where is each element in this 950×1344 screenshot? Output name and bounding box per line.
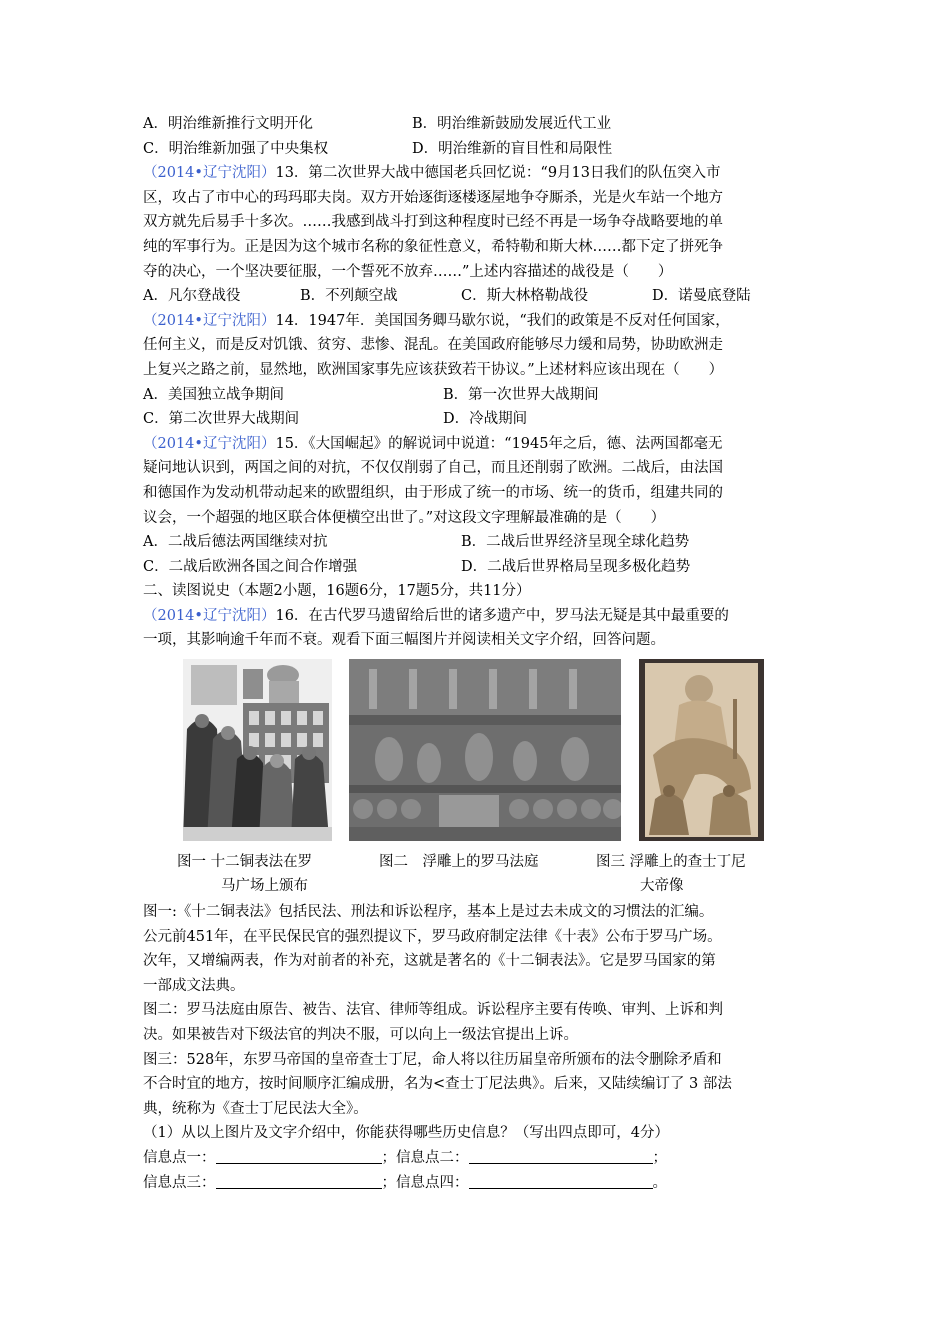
q15-line-2: 疑问地认识到，两国之间的对抗，不仅仅削弱了自己，而且还削弱了欧洲。二战后，由法国 <box>143 460 723 477</box>
q16-line-2: 一项，其影响逾千年而不衰。观看下面三幅图片并阅读相关文字介绍，回答问题。 <box>143 632 665 649</box>
q12-options-row2 <box>143 137 813 162</box>
q16-source: （2014•辽宁沈阳） <box>143 607 276 624</box>
description-line-2: 公元前451年，在平民保民官的强烈提议下，罗马政府制定法律《十表》公布于罗马广场。 <box>143 928 722 945</box>
info-points-row2 <box>143 1171 813 1196</box>
q13-line-3: 双方就先后易手十多次。……我感到战斗打到这种程度时已经不再是一场争夺战略要地的单 <box>143 214 723 231</box>
figure-3-ivory-relief <box>639 659 764 841</box>
info-point-1-blank[interactable] <box>216 1148 382 1164</box>
q12-option-b: B．明治维新鼓励发展近代工业 <box>412 116 612 132</box>
q14-line-3: 上复兴之路之前，显然地，欧洲国家事先应该获致若干协议。”上述材料应该出现在（ ） <box>143 361 724 378</box>
description-line-5: 图二：罗马法庭由原告、被告、法官、律师等组成。诉讼程序主要有传唤、审判、上诉和判 <box>143 1002 723 1019</box>
q12-option-d: D．明治维新的盲目性和局限性 <box>412 140 613 157</box>
description-line-3: 次年，又增编两表，作为对前者的补充，这就是著名的《十二铜表法》。它是罗马国家的第 <box>143 953 716 970</box>
figure-1-caption-line-2: 马广场上颁布 <box>221 878 308 895</box>
q14-text: 14．1947年．美国国务卿马歇尔说，“我们的政策是不反对任何国家， <box>275 312 730 329</box>
figure-3-caption-line-2: 大帝像 <box>640 878 684 895</box>
q15-source: （2014•辽宁沈阳） <box>143 435 276 452</box>
info-point-2-label: ；信息点二： <box>381 1150 469 1166</box>
info-point-3-blank[interactable] <box>216 1173 382 1189</box>
figure-2-relief <box>349 659 621 841</box>
description-line-1: 图一:《十二铜表法》包括民法、刑法和诉讼程序，基本上是过去未成文的习惯法的汇编。 <box>143 904 714 921</box>
exam-page <box>143 112 813 1195</box>
figure-3-caption <box>596 850 746 898</box>
info-point-3-label: 信息点三： <box>143 1174 216 1191</box>
description-line-8: 不合时宜的地方，按时间顺序汇编成册，名为<查士丁尼法典》。后来，又陆续编订了 3 部法 <box>143 1076 732 1093</box>
q15-option-d: D．二战后世界格局呈现多极化趋势 <box>461 558 691 575</box>
q15-option-b: B．二战后世界经济呈现全球化趋势 <box>461 534 690 551</box>
q14-option-b: B．第一次世界大战期间 <box>443 386 599 403</box>
q13-options <box>143 284 813 309</box>
q13-source: （2014•辽宁沈阳） <box>143 165 276 182</box>
q12-options-row1 <box>143 112 813 137</box>
info-points-row1 <box>143 1146 813 1171</box>
info-point-2-blank[interactable] <box>469 1148 653 1164</box>
q13-option-b: B．不列颠空战 <box>300 288 398 305</box>
q14-option-d: D．冷战期间 <box>443 411 528 428</box>
q15-text: 15．《大国崛起》的解说词中说道：“1945年之后，德、法两国都毫无 <box>275 435 723 452</box>
info-point-4-label: ；信息点四： <box>381 1174 469 1191</box>
q13-line-5: 夺的决心，一个坚决要征服，一个誓死不放弃……”上述内容描述的战役是（ ） <box>143 263 673 280</box>
sub-question-1: （1）从以上图片及文字介绍中，你能获得哪些历史信息？（写出四点即可，4分） <box>143 1125 669 1142</box>
q13-line-1 <box>143 161 813 186</box>
q15-line-4: 议会，一个超强的地区联合体便横空出世了。”对这段文字理解最准确的是（ ） <box>143 509 666 526</box>
figure-captions <box>143 850 813 900</box>
q14-line-1 <box>143 309 813 334</box>
q14-option-a: A．美国独立战争期间 <box>143 386 284 403</box>
q12-option-a: A．明治维新推行文明开化 <box>143 116 313 132</box>
info-point-4-end: 。 <box>652 1174 667 1191</box>
info-point-2-end: ； <box>652 1150 667 1166</box>
q14-options-row1 <box>143 383 813 408</box>
q13-line-2: 区，攻占了市中心的玛玛耶夫岗。双方开始逐街逐楼逐屋地争夺厮杀，光是火车站一个地方 <box>143 189 723 206</box>
q13-text: 13．第二次世界大战中德国老兵回忆说：“9月13日我们的队伍突入市 <box>275 165 721 182</box>
q15-option-a: A．二战后德法两国继续对抗 <box>143 534 328 551</box>
q14-source: （2014•辽宁沈阳） <box>143 312 276 329</box>
figure-1-caption <box>177 850 312 898</box>
info-point-1-label: 信息点一： <box>143 1150 216 1166</box>
figure-row <box>143 659 813 844</box>
q15-option-c: C．二战后欧洲各国之间合作增强 <box>143 558 358 575</box>
q14-line-2: 任何主义，而是反对饥饿、贫穷、悲惨、混乱。在美国政府能够尽力缓和局势，协助欧洲走 <box>143 337 723 354</box>
q16-text: 16．在古代罗马遗留给后世的诸多遗产中，罗马法无疑是其中最重要的 <box>275 607 729 624</box>
figure-1-engraving <box>183 659 332 841</box>
q14-options-row2 <box>143 407 813 432</box>
q14-option-c: C．第二次世界大战期间 <box>143 411 300 428</box>
q13-option-a: A．凡尔登战役 <box>143 288 241 305</box>
description-line-9: 典，统称为《查士丁尼民法大全》。 <box>143 1100 368 1117</box>
figure-2-caption: 图二 浮雕上的罗马法庭 <box>379 854 539 871</box>
q15-line-3: 和德国作为发动机带动起来的欧盟组织，由于形成了统一的市场、统一的货币，组建共同的 <box>143 484 723 501</box>
figure-1-caption-line-1: 图一 十二铜表法在罗 <box>177 854 313 871</box>
q12-option-c: C．明治维新加强了中央集权 <box>143 140 329 157</box>
q16-line-1 <box>143 604 813 629</box>
section-2-title: 二、读图说史（本题2小题，16题6分，17题5分，共11分） <box>143 583 531 600</box>
q13-option-d: D．诺曼底登陆 <box>652 288 751 305</box>
description-line-4: 一部成文法典。 <box>143 977 245 994</box>
info-point-4-blank[interactable] <box>469 1173 653 1189</box>
figure-3-caption-line-1: 图三 浮雕上的查士丁尼 <box>596 854 746 871</box>
description-line-6: 决。如果被告对下级法官的判决不服，可以向上一级法官提出上诉。 <box>143 1027 578 1044</box>
q13-option-c: C．斯大林格勒战役 <box>461 288 589 305</box>
q13-line-4: 纯的军事行为。正是因为这个城市名称的象征性意义，希特勒和斯大林……都下定了拼死争 <box>143 238 723 255</box>
description-line-7: 图三：528年，东罗马帝国的皇帝查士丁尼，命人将以往历届皇帝所颁布的法令删除矛盾和 <box>143 1051 722 1068</box>
q15-options-row1 <box>143 530 813 555</box>
q15-line-1 <box>143 432 813 457</box>
q15-options-row2 <box>143 555 813 580</box>
